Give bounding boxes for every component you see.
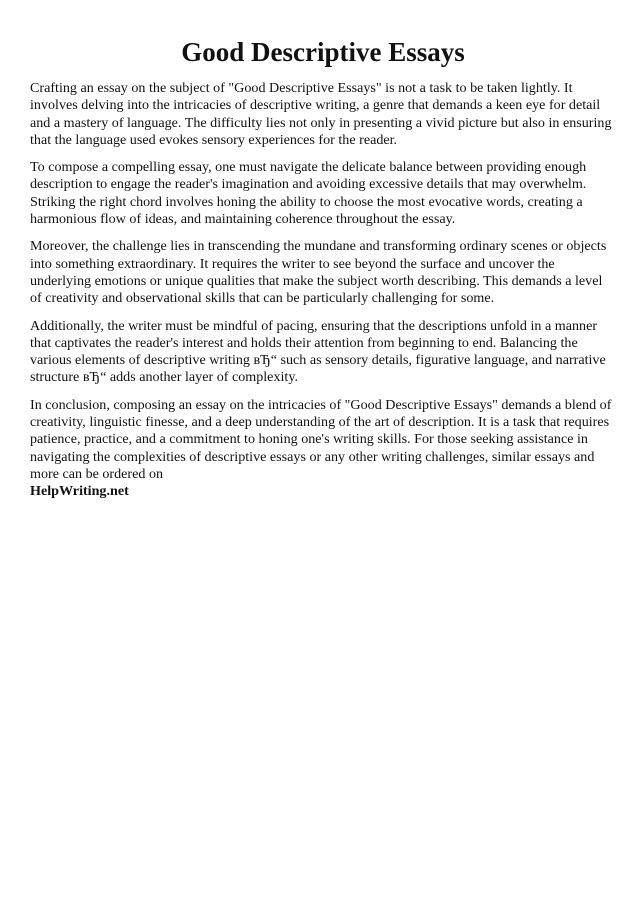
paragraph-4: Additionally, the writer must be mindful of pacing, ensuring that the descriptions unfold in a manner that captivates the reader's interest and holds their attention from beginning to end. Balancing the various elements of descriptive writing вЂ“ such as sensory details, figurative language, and narrative structure вЂ“ adds another layer of complexity. xyxy=(30,317,606,386)
document-title: Good Descriptive Essays xyxy=(181,37,465,67)
paragraph-5-text: In conclusion, composing an essay on the intricacies of "Good Descriptive Essays" demands a blend of creativity, linguistic finesse, and a deep understanding of the art of description. It is a task that requires patience, practice, and a commitment to honing one's writing skills. For those seeking assistance in navigating the complexities of descriptive essays or any other writing challenges, similar essays and more can be ordered on xyxy=(30,396,612,482)
helpwriting-link[interactable]: HelpWriting.net xyxy=(30,483,129,500)
paragraph-1: Crafting an essay on the subject of "Good Descriptive Essays" is not a task to be taken lightly. It involves delving into the intricacies of descriptive writing, a genre that demands a keen eye for detail and a mastery of language. The difficulty lies not only in presenting a vivid picture but also in ensuring that the language used evokes sensory experiences for the reader. xyxy=(30,80,612,148)
paragraph-2: To compose a compelling essay, one must navigate the delicate balance between providing enough description to engage the reader's imagination and avoiding excessive details that may overwhelm. Striking the right chord involves honing the ability to choose the most evocative words, creating a harmonious flow of ideas, and maintaining coherence throughout the essay. xyxy=(30,159,587,228)
paragraph-3: Moreover, the challenge lies in transcending the mundane and transforming ordinary scenes or objects into something extraordinary. It requires the writer to see beyond the surface and uncover the underlying emotions or unique qualities that make the subject worth describing. This demands a level of creativity and observational skills that can be particularly challenging for some. xyxy=(30,238,607,307)
paragraph-5 xyxy=(30,397,616,501)
